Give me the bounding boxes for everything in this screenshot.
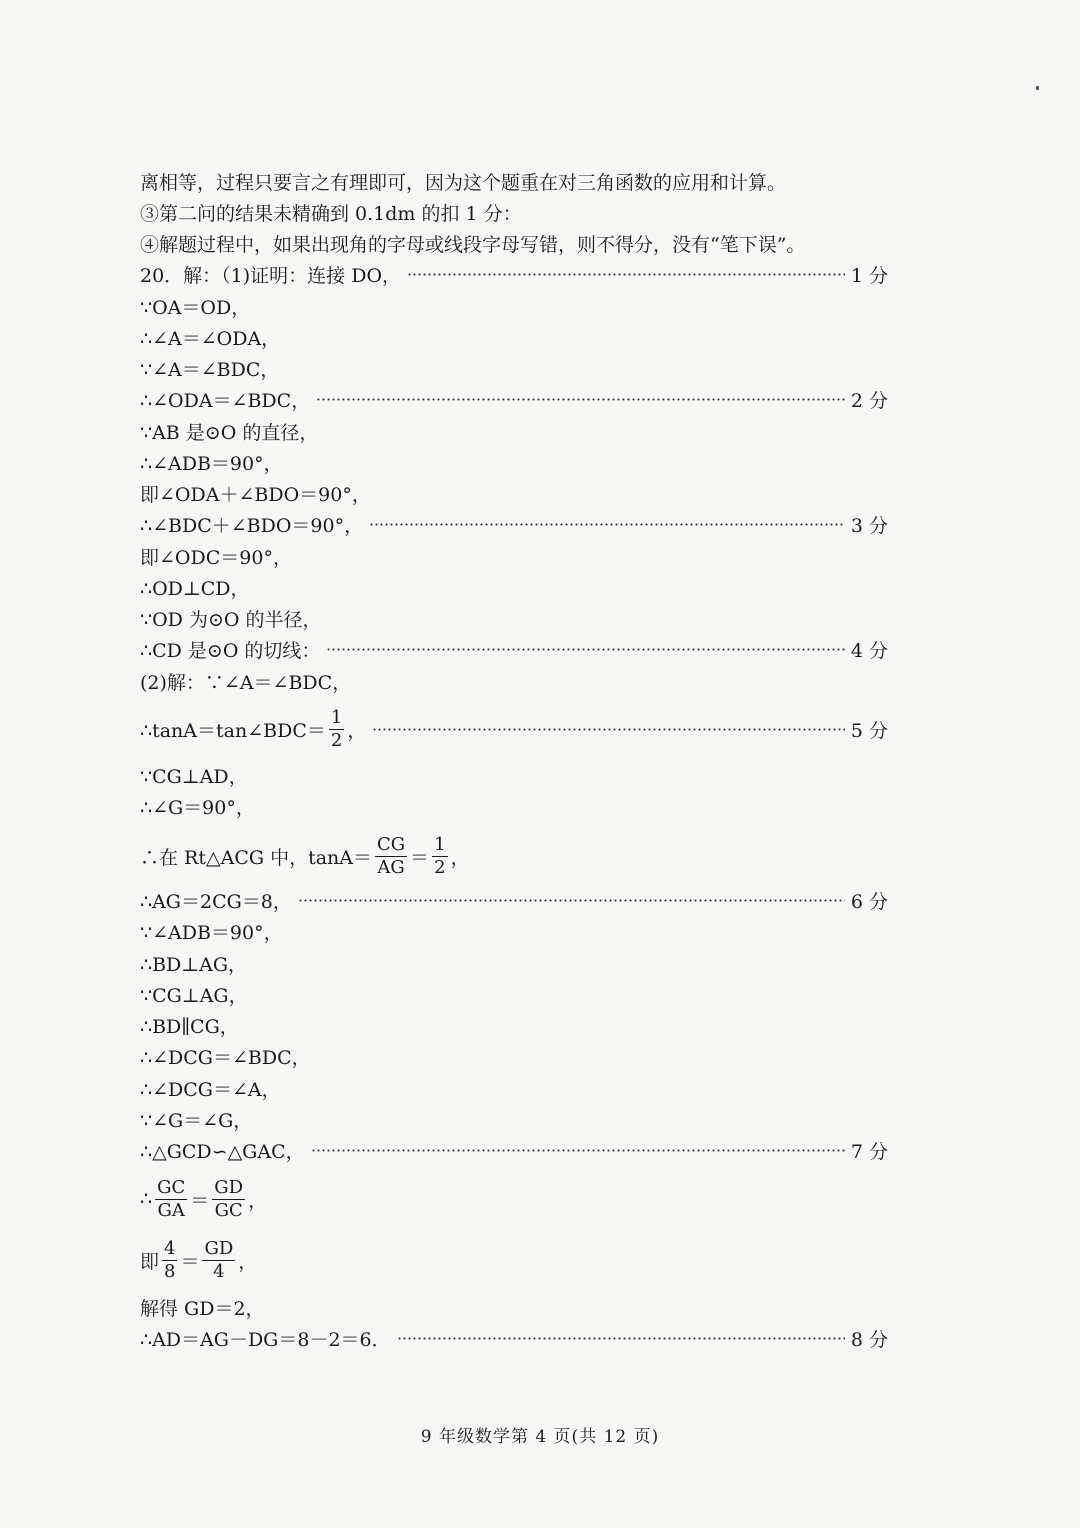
line-text: ∴∠ODA＝∠BDC， bbox=[140, 390, 311, 412]
line-text: ∵OA＝OD， bbox=[140, 297, 251, 319]
solution-line bbox=[140, 1041, 888, 1072]
line-text: ∴∠DCG＝∠BDC， bbox=[140, 1047, 311, 1069]
solution-line bbox=[140, 541, 888, 572]
solution-line bbox=[140, 791, 888, 822]
solution-line bbox=[140, 666, 888, 697]
score-label: 2 分 bbox=[850, 390, 888, 412]
solution-line bbox=[140, 447, 888, 478]
solution-line bbox=[140, 572, 888, 603]
line-text: ∴CD 是⊙O 的切线： bbox=[140, 640, 321, 662]
dot-leader bbox=[407, 273, 845, 276]
fraction bbox=[202, 1238, 235, 1283]
score-label: 7 分 bbox=[850, 1141, 888, 1163]
fraction bbox=[329, 707, 344, 752]
fraction-numerator: GC bbox=[157, 1176, 186, 1198]
score-label: 3 分 bbox=[850, 515, 888, 537]
line-text: 解得 GD＝2， bbox=[140, 1298, 265, 1320]
line-text: ∴∠DCG＝∠A， bbox=[140, 1079, 281, 1101]
punctuation: ， bbox=[248, 1189, 268, 1212]
solution-line bbox=[140, 634, 888, 665]
dot-leader bbox=[316, 398, 845, 401]
page-footer: 9 年级数学第 4 页(共 12 页) bbox=[420, 1427, 660, 1447]
fraction-numerator: GD bbox=[214, 1176, 244, 1198]
solution-line bbox=[140, 1104, 888, 1135]
dot-leader bbox=[326, 648, 844, 651]
line-text: ③第二问的结果未精确到 0.1dm 的扣 1 分： bbox=[140, 203, 522, 225]
line-text: 即 bbox=[140, 1250, 160, 1273]
line-text: ∴在 Rt△ACG 中，tanA＝ bbox=[140, 846, 372, 869]
punctuation: ， bbox=[347, 719, 367, 742]
equals-sign: ＝ bbox=[410, 846, 430, 869]
line-text: ∴OD⊥CD， bbox=[140, 578, 250, 600]
fraction-numerator: 1 bbox=[434, 833, 446, 855]
solution-line bbox=[140, 478, 888, 509]
fraction-denominator: AG bbox=[377, 856, 405, 878]
fraction-denominator: 8 bbox=[164, 1260, 176, 1282]
line-text: ∵∠A＝∠BDC， bbox=[140, 359, 280, 381]
dot-leader bbox=[311, 1149, 845, 1152]
fraction-denominator: 2 bbox=[330, 729, 343, 751]
fraction bbox=[155, 1177, 187, 1222]
line-text: ∴AD＝AG－DG＝8－2＝6． bbox=[140, 1329, 391, 1351]
line-text: 20．解：（1)证明：连接 DO， bbox=[140, 265, 402, 287]
fraction-denominator: GC bbox=[214, 1199, 243, 1221]
line-text: ∵∠ADB＝90°， bbox=[140, 922, 283, 944]
line-text: ∴∠A＝∠ODA， bbox=[140, 328, 281, 350]
punctuation: ， bbox=[450, 846, 470, 869]
line-text: ∴∠G＝90°， bbox=[140, 797, 255, 819]
fraction-numerator: 1 bbox=[330, 706, 343, 728]
line-text: ④解题过程中，如果出现角的字母或线段字母写错，则不得分，没有“笔下误”。 bbox=[140, 234, 806, 256]
equals-sign: ＝ bbox=[180, 1250, 200, 1273]
fraction-numerator: 4 bbox=[164, 1237, 176, 1259]
scan-speck bbox=[1036, 86, 1039, 90]
line-text: ∴tanA＝tan∠BDC＝ bbox=[140, 719, 326, 742]
line-text: 离相等，过程只要言之有理即可，因为这个题重在对三角函数的应用和计算。 bbox=[140, 172, 787, 194]
line-text: ∴∠ADB＝90°， bbox=[140, 453, 283, 475]
solution-line bbox=[140, 916, 888, 947]
line-text: ∴△GCD∽△GAC， bbox=[140, 1141, 305, 1163]
solution-line bbox=[140, 979, 888, 1010]
solution-line bbox=[140, 384, 888, 415]
solution-line bbox=[140, 353, 888, 384]
solution-line bbox=[140, 1292, 888, 1323]
line-text: (2)解：∵∠A＝∠BDC， bbox=[140, 672, 352, 694]
line-text: ∵OD 为⊙O 的半径， bbox=[140, 609, 322, 631]
solution-line bbox=[140, 1135, 888, 1166]
punctuation: ， bbox=[238, 1250, 258, 1273]
line-text: 即∠ODA＋∠BDO＝90°， bbox=[140, 484, 371, 506]
solution-line bbox=[140, 603, 888, 634]
fraction-denominator: 2 bbox=[434, 856, 446, 878]
line-text: ∵CG⊥AG， bbox=[140, 985, 248, 1007]
solution-line bbox=[140, 197, 888, 228]
fraction bbox=[212, 1177, 245, 1222]
line-text: ∵AB 是⊙O 的直径， bbox=[140, 422, 319, 444]
score-label: 4 分 bbox=[850, 640, 888, 662]
solution-line bbox=[140, 166, 888, 197]
equals-sign: ＝ bbox=[190, 1189, 210, 1212]
solution-line bbox=[140, 416, 888, 447]
dot-leader bbox=[397, 1337, 845, 1340]
solution-line bbox=[140, 760, 888, 791]
fraction bbox=[432, 834, 447, 879]
solution-line bbox=[140, 1234, 888, 1286]
line-text: ∴AG＝2CG＝8， bbox=[140, 891, 292, 913]
solution-line bbox=[140, 322, 888, 353]
fraction bbox=[375, 834, 407, 879]
solution-line bbox=[140, 259, 888, 290]
solution-line bbox=[140, 228, 888, 259]
fraction-numerator: GD bbox=[204, 1237, 234, 1259]
line-text: ∴BD∥CG， bbox=[140, 1016, 239, 1038]
fraction-numerator: CG bbox=[377, 833, 406, 855]
solution-line bbox=[140, 1073, 888, 1104]
score-label: 1 分 bbox=[850, 265, 888, 287]
solution-line bbox=[140, 1323, 888, 1354]
solution-line bbox=[140, 1173, 888, 1225]
fraction bbox=[162, 1238, 177, 1283]
line-text: ∴∠BDC＋∠BDO＝90°， bbox=[140, 515, 364, 537]
solution-line bbox=[140, 830, 888, 882]
line-text: ∵∠G＝∠G， bbox=[140, 1110, 253, 1132]
dot-leader bbox=[372, 728, 845, 731]
solution-line bbox=[140, 291, 888, 322]
line-text: ∴BD⊥AG， bbox=[140, 954, 248, 976]
score-label: 5 分 bbox=[850, 719, 888, 742]
solution-line bbox=[140, 509, 888, 540]
score-label: 8 分 bbox=[850, 1329, 888, 1351]
solution-line bbox=[140, 1010, 888, 1041]
solution-line bbox=[140, 948, 888, 979]
line-text: ∵CG⊥AD， bbox=[140, 766, 248, 788]
fraction-denominator: GA bbox=[157, 1199, 185, 1221]
solution-line bbox=[140, 885, 888, 916]
dot-leader bbox=[369, 523, 845, 526]
line-text: ∴ bbox=[140, 1188, 153, 1210]
score-label: 6 分 bbox=[850, 891, 888, 913]
solution-line bbox=[140, 703, 888, 755]
line-text: 即∠ODC＝90°， bbox=[140, 547, 292, 569]
fraction-denominator: 4 bbox=[213, 1260, 225, 1282]
dot-leader bbox=[298, 899, 845, 902]
